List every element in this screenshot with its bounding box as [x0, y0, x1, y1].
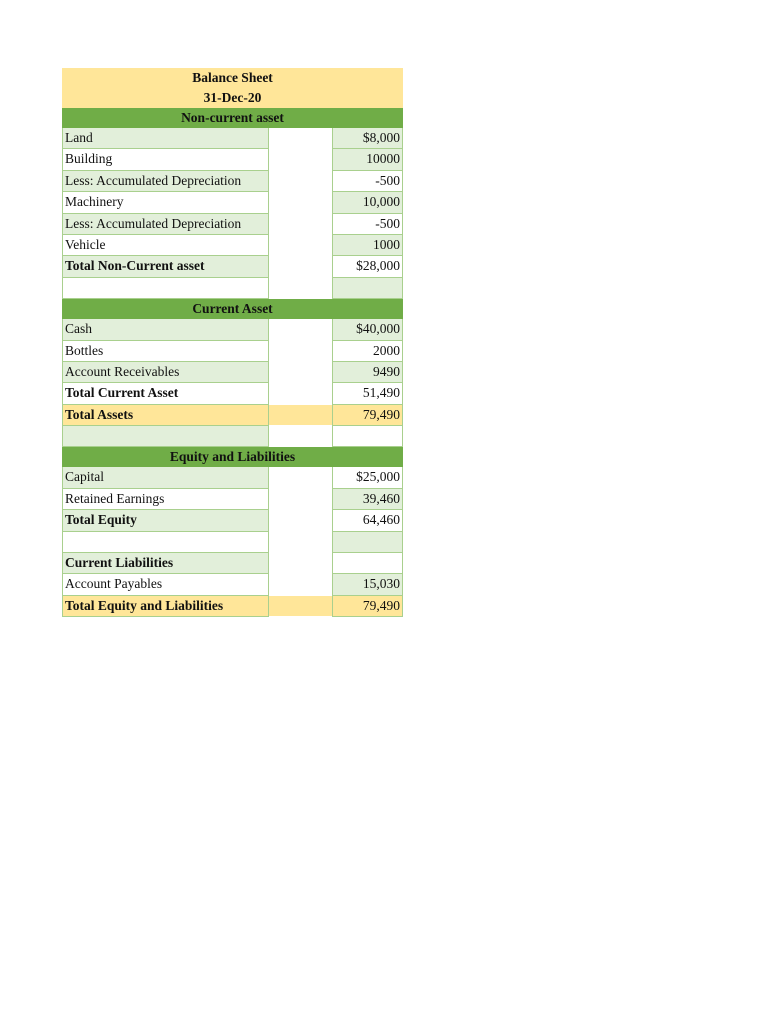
row-label[interactable]: Total Assets — [62, 405, 269, 426]
table-row — [62, 192, 403, 213]
table-row — [62, 553, 403, 574]
empty-cell[interactable] — [269, 489, 332, 510]
table-row — [62, 362, 403, 383]
sheet-title: Balance Sheet — [62, 68, 403, 88]
empty-cell[interactable] — [269, 532, 332, 553]
row-label[interactable]: Capital — [62, 467, 269, 488]
empty-cell[interactable] — [62, 532, 269, 553]
section-heading-current: Current Asset — [62, 299, 403, 319]
row-value[interactable]: -500 — [332, 214, 403, 235]
empty-cell[interactable] — [269, 319, 332, 340]
row-label[interactable]: Bottles — [62, 341, 269, 362]
row-label[interactable]: Account Receivables — [62, 362, 269, 383]
row-value[interactable]: 79,490 — [332, 405, 403, 426]
empty-cell[interactable] — [269, 214, 332, 235]
empty-cell[interactable] — [269, 426, 332, 447]
sheet-date: 31-Dec-20 — [62, 88, 403, 108]
empty-cell[interactable] — [332, 532, 403, 553]
row-value[interactable]: 51,490 — [332, 383, 403, 404]
row-label[interactable]: Current Liabilities — [62, 553, 269, 574]
row-value[interactable]: 10,000 — [332, 192, 403, 213]
row-label[interactable]: Total Current Asset — [62, 383, 269, 404]
row-label[interactable]: Cash — [62, 319, 269, 340]
empty-cell[interactable] — [269, 128, 332, 149]
empty-cell[interactable] — [269, 383, 332, 404]
empty-cell[interactable] — [269, 467, 332, 488]
total-row — [62, 383, 403, 404]
row-value[interactable]: $25,000 — [332, 467, 403, 488]
row-value[interactable]: 9490 — [332, 362, 403, 383]
row-value[interactable]: 1000 — [332, 235, 403, 256]
table-row — [62, 489, 403, 510]
empty-cell[interactable] — [269, 235, 332, 256]
total-row — [62, 256, 403, 277]
empty-cell[interactable] — [332, 278, 403, 299]
row-value[interactable]: 2000 — [332, 341, 403, 362]
blank-row — [62, 532, 403, 553]
table-row — [62, 235, 403, 256]
row-label[interactable]: Total Equity — [62, 510, 269, 531]
empty-cell[interactable] — [332, 426, 403, 447]
empty-cell[interactable] — [332, 553, 403, 574]
empty-cell[interactable] — [269, 405, 332, 426]
empty-cell[interactable] — [269, 256, 332, 277]
table-row — [62, 214, 403, 235]
row-label[interactable]: Vehicle — [62, 235, 269, 256]
empty-cell[interactable] — [269, 510, 332, 531]
row-value[interactable]: 64,460 — [332, 510, 403, 531]
empty-cell[interactable] — [269, 553, 332, 574]
table-row — [62, 149, 403, 170]
row-label[interactable]: Building — [62, 149, 269, 170]
row-label[interactable]: Account Payables — [62, 574, 269, 595]
blank-row — [62, 426, 403, 447]
total-equity-liabilities-row — [62, 596, 403, 617]
table-row — [62, 341, 403, 362]
balance-sheet-table — [62, 68, 403, 617]
empty-cell[interactable] — [269, 149, 332, 170]
row-label[interactable]: Less: Accumulated Depreciation — [62, 171, 269, 192]
table-row — [62, 171, 403, 192]
row-label[interactable]: Retained Earnings — [62, 489, 269, 510]
total-row — [62, 510, 403, 531]
row-value[interactable]: $8,000 — [332, 128, 403, 149]
empty-cell[interactable] — [269, 192, 332, 213]
row-label[interactable]: Total Non-Current asset — [62, 256, 269, 277]
table-row — [62, 467, 403, 488]
section-heading-equity: Equity and Liabilities — [62, 447, 403, 467]
row-value[interactable]: 10000 — [332, 149, 403, 170]
row-label[interactable]: Total Equity and Liabilities — [62, 596, 269, 617]
empty-cell[interactable] — [269, 596, 332, 617]
table-row — [62, 319, 403, 340]
table-row — [62, 574, 403, 595]
row-value[interactable]: $40,000 — [332, 319, 403, 340]
empty-cell[interactable] — [62, 278, 269, 299]
row-value[interactable]: 39,460 — [332, 489, 403, 510]
empty-cell[interactable] — [269, 574, 332, 595]
empty-cell[interactable] — [269, 278, 332, 299]
row-value[interactable]: 79,490 — [332, 596, 403, 617]
empty-cell[interactable] — [269, 362, 332, 383]
total-assets-row — [62, 405, 403, 426]
row-label[interactable]: Less: Accumulated Depreciation — [62, 214, 269, 235]
table-row — [62, 128, 403, 149]
blank-row — [62, 278, 403, 299]
empty-cell[interactable] — [62, 426, 269, 447]
empty-cell[interactable] — [269, 171, 332, 192]
row-label[interactable]: Land — [62, 128, 269, 149]
row-value[interactable]: 15,030 — [332, 574, 403, 595]
empty-cell[interactable] — [269, 341, 332, 362]
row-value[interactable]: $28,000 — [332, 256, 403, 277]
row-label[interactable]: Machinery — [62, 192, 269, 213]
row-value[interactable]: -500 — [332, 171, 403, 192]
section-heading-non-current: Non-current asset — [62, 108, 403, 128]
